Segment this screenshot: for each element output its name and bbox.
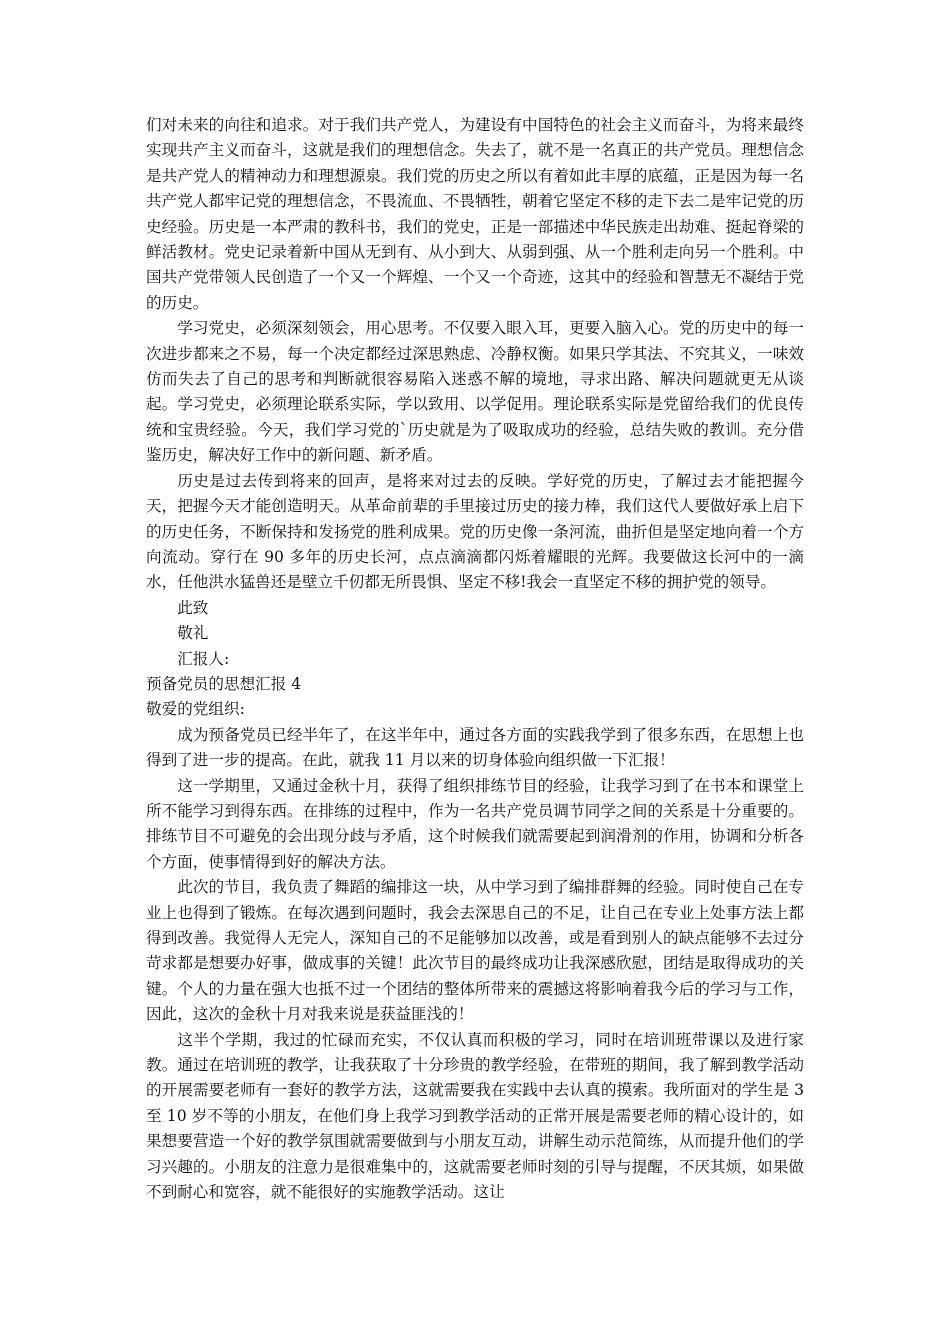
paragraph-half-year: 成为预备党员已经半年了，在这半年中，通过各方面的实践我学到了很多东西，在思想上也得到了进一步的提高。在此，就我 11 月以来的切身体验向组织做一下汇报！ xyxy=(146,725,804,770)
section-title: 预备党员的思想汇报 4 xyxy=(146,674,302,693)
paragraph-dance: 此次的节目，我负责了舞蹈的编排这一块，从中学习到了编排群舞的经验。同时使自己在专业上也得到了锻炼。在每次遇到问题时，我会去深思自己的不足，让自己在专业上处事方法上都得到改善。我觉得人无完人，深知自己的不足能够加以改善，或是看到别人的缺点能够不去过分苛求都是想要办好事，做成事的关键！此次节目的最终成功让我深感欣慰，团结是取得成功的关键。个人的力量在强大也抵不过一个团结的整体所带来的震撼这将影响着我今后的学习与工作，因此，这次的金秋十月对我来说是获益匪浅的！ xyxy=(146,878,804,1024)
closing-salutation: 此致 xyxy=(177,598,209,617)
paragraph-study-party-history: 学习党史，必须深刻领会，用心思考。不仅要入眼入耳，更要入脑入心。党的历史中的每一次进步都来之不易，每一个决定都经过深思熟虑、冷静权衡。如果只学其法、不究其义，一味效仿而失去了自己的思考和判断就很容易陷入迷惑不解的境地，寻求出路、解决问题就更无从谈起。学习党史，必须理论联系实际，学以致用、以学促用。理论联系实际是党留给我们的优良传统和宝贵经验。今天，我们学习党的`历史就是为了吸取成功的经验，总结失败的教训。充分借鉴历史，解决好工作中的新问题、新矛盾。 xyxy=(146,319,804,465)
paragraph-history-echo: 历史是过去传到将来的回声，是将来对过去的反映。学好党的历史，了解过去才能把握今天，把握今天才能创造明天。从革命前辈的手里接过历史的接力棒，我们这代人要做好承上启下的历史任务，不断保持和发扬党的胜利成果。党的历史像一条河流，曲折但是坚定地向着一个方向流动。穿行在 90 多年的历史长河，点点滴滴都闪烁着耀眼的光辉。我要做这长河中的一滴水，任他洪水猛兽还是壁立千仞都无所畏惧、坚定不移!我会一直坚定不移的拥护党的领导。 xyxy=(146,471,804,592)
document-page xyxy=(146,113,804,1205)
paragraph-teaching: 这半个学期，我过的忙碌而充实，不仅认真而积极的学习，同时在培训班带课以及进行家教。通过在培训班的教学，让我获取了十分珍贵的教学经验，在带班的期间，我了解到教学活动的开展需要老师有一套好的教学方法，这就需要我在实践中去认真的摸索。我所面对的学生是 3 至 10 岁不等的小朋友，在他们身上我学习到教学活动的正常开展是需要老师的精心设计的，如果想要营造一个好的教学氛围就需要做到与小朋友互动，讲解生动示范简练，从而提升他们的学习兴趣的。小朋友的注意力是很难集中的，这就需要老师时刻的引导与提醒，不厌其烦，如果做不到耐心和宽容，就不能很好的实施教学活动。这让 xyxy=(146,1030,804,1202)
reporter-label: 汇报人: xyxy=(177,649,230,668)
paragraph-ideal-belief: 们对未来的向往和追求。对于我们共产党人，为建设有中国特色的社会主义而奋斗，为将来最终实现共产主义而奋斗，这就是我们的理想信念。失去了，就不是一名真正的共产党员。理想信念是共产党人的精神动力和理想源泉。我们党的历史之所以有着如此丰厚的底蕴，正是因为每一名共产党人都牢记党的理想信念，不畏流血、不畏牺牲，朝着它坚定不移的走下去二是牢记党的历史经验。历史是一本严肃的教科书，我们的党史，正是一部描述中华民族走出劫难、挺起脊梁的鲜活教材。党史记录着新中国从无到有、从小到大、从弱到强、从一个胜利走向另一个胜利。中国共产党带领人民创造了一个又一个辉煌、一个又一个奇迹，这其中的经验和智慧无不凝结于党的历史。 xyxy=(146,116,804,312)
greeting: 敬爱的党组织: xyxy=(146,700,245,719)
paragraph-rehearsal: 这一学期里，又通过金秋十月，获得了组织排练节目的经验，让我学习到了在书本和课堂上所不能学习到得东西。在排练的过程中，作为一名共产党员调节同学之间的关系是十分重要的。排练节目不可避免的会出现分歧与矛盾，这个时候我们就需要起到润滑剂的作用，协调和分析各个方面，使事情得到好的解决方法。 xyxy=(146,776,804,871)
closing-regards: 敬礼 xyxy=(177,624,209,643)
